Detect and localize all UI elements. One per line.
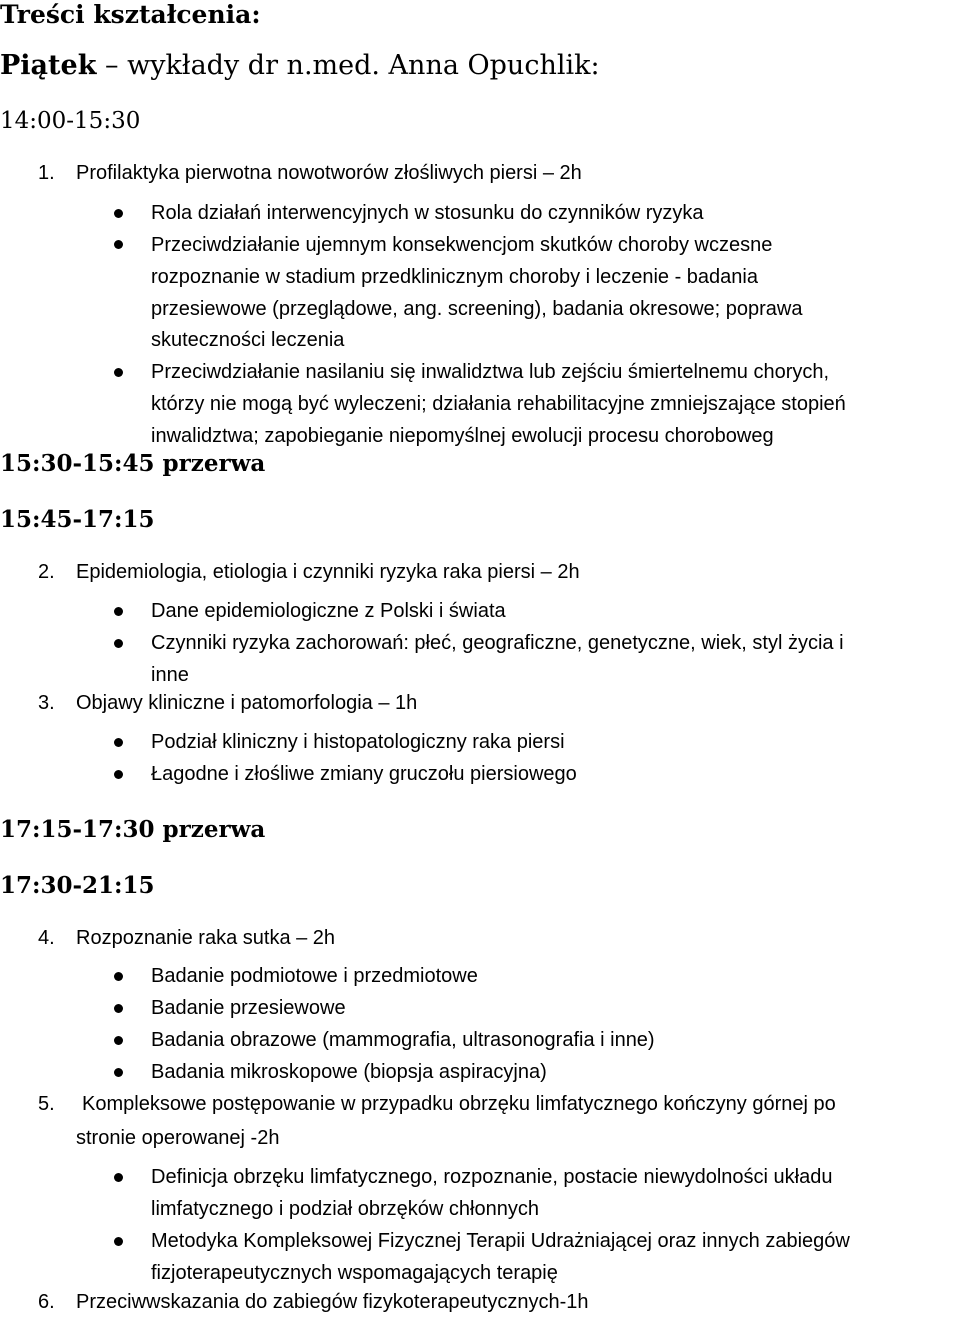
- bullet-text: Metodyka Kompleksowej Fizycznej Terapii Udrażniającej oraz innych zabiegów: [151, 1230, 850, 1252]
- lecturer-info: – wykłady dr n.med. Anna Opuchlik:: [96, 50, 600, 81]
- topic-title: Kompleksowe postępowanie w przypadku obrzęku limfatycznego kończyny górnej po: [82, 1093, 836, 1115]
- bullet-dot: [114, 1004, 123, 1013]
- bullet-text: Przeciwdziałanie ujemnym konsekwencjom skutków choroby wczesne: [151, 234, 773, 256]
- bullet-text: którzy nie mogą być wyleczeni; działania rehabilitacyjne zmniejszające stopień: [151, 393, 846, 415]
- bullet-dot: [114, 770, 123, 779]
- bullet-text: Podział kliniczny i histopatologiczny raka piersi: [151, 731, 565, 753]
- topic-title: Epidemiologia, etiologia i czynniki ryzyka raka piersi – 2h: [76, 561, 580, 583]
- bullet-dot: [114, 240, 123, 249]
- bullet-dot: [114, 607, 123, 616]
- bullet-text: Badania obrazowe (mammografia, ultrasonografia i inne): [151, 1029, 655, 1051]
- bullet-text: Łagodne i złośliwe zmiany gruczołu piersiowego: [151, 763, 577, 785]
- bullet-text: Badania mikroskopowe (biopsja aspiracyjna): [151, 1061, 547, 1083]
- bullet-text: przesiewowe (przeglądowe, ang. screening), badania okresowe; poprawa: [151, 298, 803, 320]
- session-time: 14:00-15:30: [0, 108, 141, 134]
- bullet-dot: [114, 1036, 123, 1045]
- bullet-text: skuteczności leczenia: [151, 329, 345, 351]
- day-name: Piątek: [0, 50, 97, 81]
- bullet-dot: [114, 1173, 123, 1182]
- page-heading: Treści kształcenia:: [0, 0, 261, 29]
- bullet-dot: [114, 209, 123, 218]
- bullet-dot: [114, 368, 123, 377]
- session-time: 17:30-21:15: [0, 872, 155, 899]
- break-time: 15:30-15:45 przerwa: [0, 450, 266, 477]
- topic-title-continued: stronie operowanej -2h: [76, 1127, 280, 1149]
- bullet-text: Badanie podmiotowe i przedmiotowe: [151, 965, 478, 987]
- topic-number: 2.: [38, 561, 55, 583]
- bullet-text: fizjoterapeutycznych wspomagających terapię: [151, 1262, 558, 1284]
- bullet-text: Czynniki ryzyka zachorowań: płeć, geograficzne, genetyczne, wiek, styl życia i: [151, 632, 844, 654]
- bullet-text: Badanie przesiewowe: [151, 997, 346, 1019]
- bullet-text: Rola działań interwencyjnych w stosunku do czynników ryzyka: [151, 202, 704, 224]
- session-time: 15:45-17:15: [0, 506, 155, 533]
- topic-title: Przeciwwskazania do zabiegów fizykoterapeutycznych-1h: [76, 1291, 589, 1313]
- topic-number: 3.: [38, 692, 55, 714]
- topic-title: Profilaktyka pierwotna nowotworów złośliwych piersi – 2h: [76, 162, 582, 184]
- bullet-text: Dane epidemiologiczne z Polski i świata: [151, 600, 506, 622]
- bullet-dot: [114, 1068, 123, 1077]
- bullet-text: Przeciwdziałanie nasilaniu się inwalidztwa lub zejściu śmiertelnemu chorych,: [151, 361, 830, 383]
- topic-title: Rozpoznanie raka sutka – 2h: [76, 927, 336, 949]
- topic-number: 6.: [38, 1291, 55, 1313]
- lecture-day-line: [0, 50, 600, 81]
- bullet-text: inne: [151, 664, 189, 686]
- bullet-text: Definicja obrzęku limfatycznego, rozpoznanie, postacie niewydolności układu: [151, 1166, 833, 1188]
- topic-title: Objawy kliniczne i patomorfologia – 1h: [76, 692, 418, 714]
- bullet-dot: [114, 738, 123, 747]
- topic-number: 5.: [38, 1093, 55, 1115]
- topic-number: 4.: [38, 927, 55, 949]
- bullet-dot: [114, 1237, 123, 1246]
- bullet-text: rozpoznanie w stadium przedklinicznym choroby i leczenie - badania: [151, 266, 758, 288]
- topic-number: 1.: [38, 162, 55, 184]
- bullet-text: limfatycznego i podział obrzęków chłonnych: [151, 1198, 539, 1220]
- bullet-text: inwalidztwa; zapobieganie niepomyślnej ewolucji procesu choroboweg: [151, 425, 774, 447]
- bullet-dot: [114, 972, 123, 981]
- bullet-dot: [114, 639, 123, 648]
- break-time: 17:15-17:30 przerwa: [0, 816, 266, 843]
